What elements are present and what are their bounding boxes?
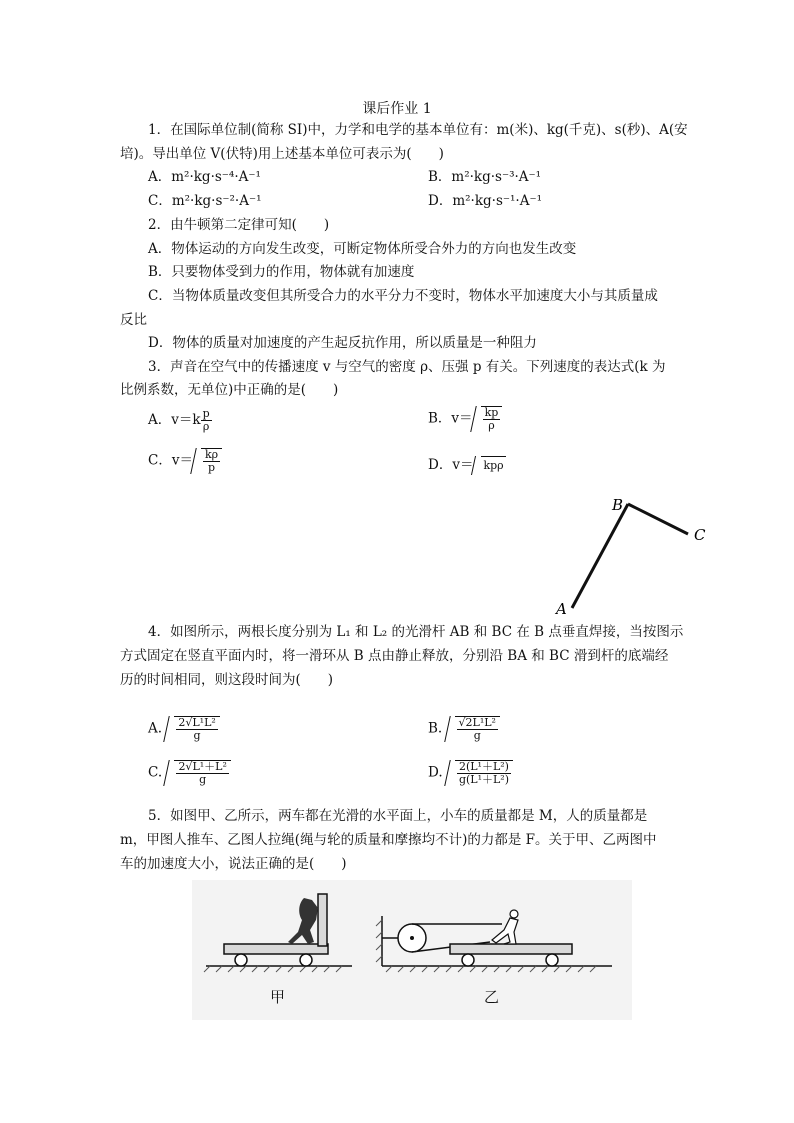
fraction-denominator: g(L¹＋L²) (458, 773, 509, 786)
q1-option-b: B．m²·kg·s⁻³·A⁻¹ (428, 169, 542, 185)
q4-line2: 方式固定在竖直平面内时，将一滑环从 B 点由静止释放，分别沿 BA 和 BC 滑到杆的底端经 (120, 648, 669, 664)
q2-option-b: B．只要物体受到力的作用，物体就有加速度 (148, 264, 415, 280)
fraction-numerator: √2L¹L² (458, 716, 496, 729)
fraction-numerator: 2√L¹＋L² (178, 760, 227, 773)
q3-option-a (148, 408, 212, 433)
cart-platform (224, 944, 328, 954)
q3-option-c-label: C．v＝ (148, 452, 193, 469)
q4-option-a-fraction (176, 717, 217, 742)
q2-option-a: A．物体运动的方向发生改变，可断定物体所受合外力的方向也发生改变 (148, 241, 577, 257)
fraction-denominator: g (193, 729, 201, 742)
q3-line1: 3．声音在空气中的传播速度 v 与空气的密度 ρ、压强 p 有关。下列速度的表达式(k 为 (148, 359, 666, 375)
sqrt-symbol (473, 456, 505, 475)
wheel (235, 954, 247, 966)
caption-yi: 乙 (484, 988, 500, 1006)
q2-stem: 2．由牛顿第二定律可知( ) (148, 217, 330, 233)
q2-option-d: D．物体的质量对加速度的产生起反抗作用，所以质量是一种阻力 (148, 335, 537, 351)
rod-bc (628, 504, 688, 534)
q4-option-d (428, 760, 513, 786)
q5-line3: 车的加速度大小，说法正确的是( ) (120, 856, 347, 872)
fraction-denominator: g (473, 729, 481, 742)
q3-option-d-label: D．v＝ (428, 457, 474, 473)
fraction-numerator: 2(L¹＋L²) (457, 761, 511, 774)
fraction-denominator: ρ (488, 419, 495, 432)
sqrt-symbol (447, 716, 500, 742)
q4-option-c-fraction (176, 761, 228, 786)
q4-option-b (428, 716, 500, 742)
q2-option-c-line2: 反比 (120, 312, 147, 328)
cart-figures (192, 880, 632, 1020)
q1-line2: 培)。导出单位 V(伏特)用上述基本单位可表示为( ) (120, 146, 444, 162)
rod-ab (572, 504, 628, 608)
label-b: B (612, 496, 624, 514)
cart-platform (450, 944, 572, 954)
q4-option-b-fraction (457, 717, 498, 742)
q4-option-a (148, 716, 220, 742)
fraction-numerator: p (202, 407, 210, 420)
q2-option-c-line1: C．当物体质量改变但其所受合力的水平分力不变时，物体水平加速度大小与其质量成 (148, 288, 658, 304)
q4-line1: 4．如图所示，两根长度分别为 L₁ 和 L₂ 的光滑杆 AB 和 BC 在 B 点垂直焊接，当按图示 (148, 624, 684, 640)
q1-option-d: D．m²·kg·s⁻¹·A⁻¹ (428, 193, 542, 209)
wheel (462, 954, 474, 966)
sqrt-symbol (166, 716, 219, 742)
q4-option-b-label: B. (428, 720, 443, 737)
q4-option-c-label: C. (148, 764, 163, 781)
fraction-denominator: ρ (202, 420, 210, 433)
q1-line1: 1．在国际单位制(简称 SI)中，力学和电学的基本单位有：m(米)、kg(千克)、s(秒)、A(安 (148, 122, 688, 138)
wheel (300, 954, 312, 966)
sqrt-symbol (166, 760, 230, 786)
q3-option-b-label: B．v＝ (428, 410, 473, 427)
q3-option-a-fraction (201, 408, 212, 433)
fraction-numerator: kp (484, 406, 499, 419)
q3-option-c-fraction (203, 449, 220, 474)
fraction-denominator: g (199, 773, 207, 786)
q3-option-a-label: A．v＝k (148, 412, 201, 428)
label-c: C (694, 526, 706, 544)
q3-option-b-fraction (483, 407, 501, 432)
q3-option-b (428, 406, 502, 432)
q3-line2: 比例系数，无单位)中正确的是( ) (120, 382, 339, 398)
cart-wall (318, 894, 327, 946)
q5-line1: 5．如图甲、乙所示，两车都在光滑的水平面上，小车的质量都是 M，人的质量都是 (148, 808, 648, 824)
fraction-numerator: kρ (204, 448, 219, 461)
q3-option-c (148, 448, 222, 474)
label-a: A (556, 600, 567, 618)
q4-option-d-fraction (457, 761, 511, 786)
q4-option-d-label: D. (428, 764, 443, 781)
q4-line3: 历的时间相同，则这段时间为( ) (120, 672, 334, 688)
wheel (546, 954, 558, 966)
fraction-numerator: 2√L¹L² (178, 716, 216, 729)
page-title: 课后作业 1 (362, 101, 432, 117)
q4-option-a-label: A. (148, 720, 163, 737)
q3-option-d (428, 456, 506, 475)
sqrt-symbol (447, 760, 513, 786)
caption-jia: 甲 (270, 988, 286, 1006)
fraction-denominator: p (208, 461, 216, 474)
sqrt-symbol (193, 448, 222, 474)
sqrt-symbol (473, 406, 503, 432)
q5-line2: m，甲图人推车、乙图人拉绳(绳与轮的质量和摩擦均不计)的力都是 F。关于甲、乙两图中 (120, 832, 657, 848)
rod-diagram (548, 490, 718, 620)
q4-option-c (148, 760, 231, 786)
radicand: kpρ (481, 456, 505, 475)
q1-option-a: A．m²·kg·s⁻⁴·A⁻¹ (148, 169, 261, 185)
q1-option-c: C．m²·kg·s⁻²·A⁻¹ (148, 193, 262, 209)
